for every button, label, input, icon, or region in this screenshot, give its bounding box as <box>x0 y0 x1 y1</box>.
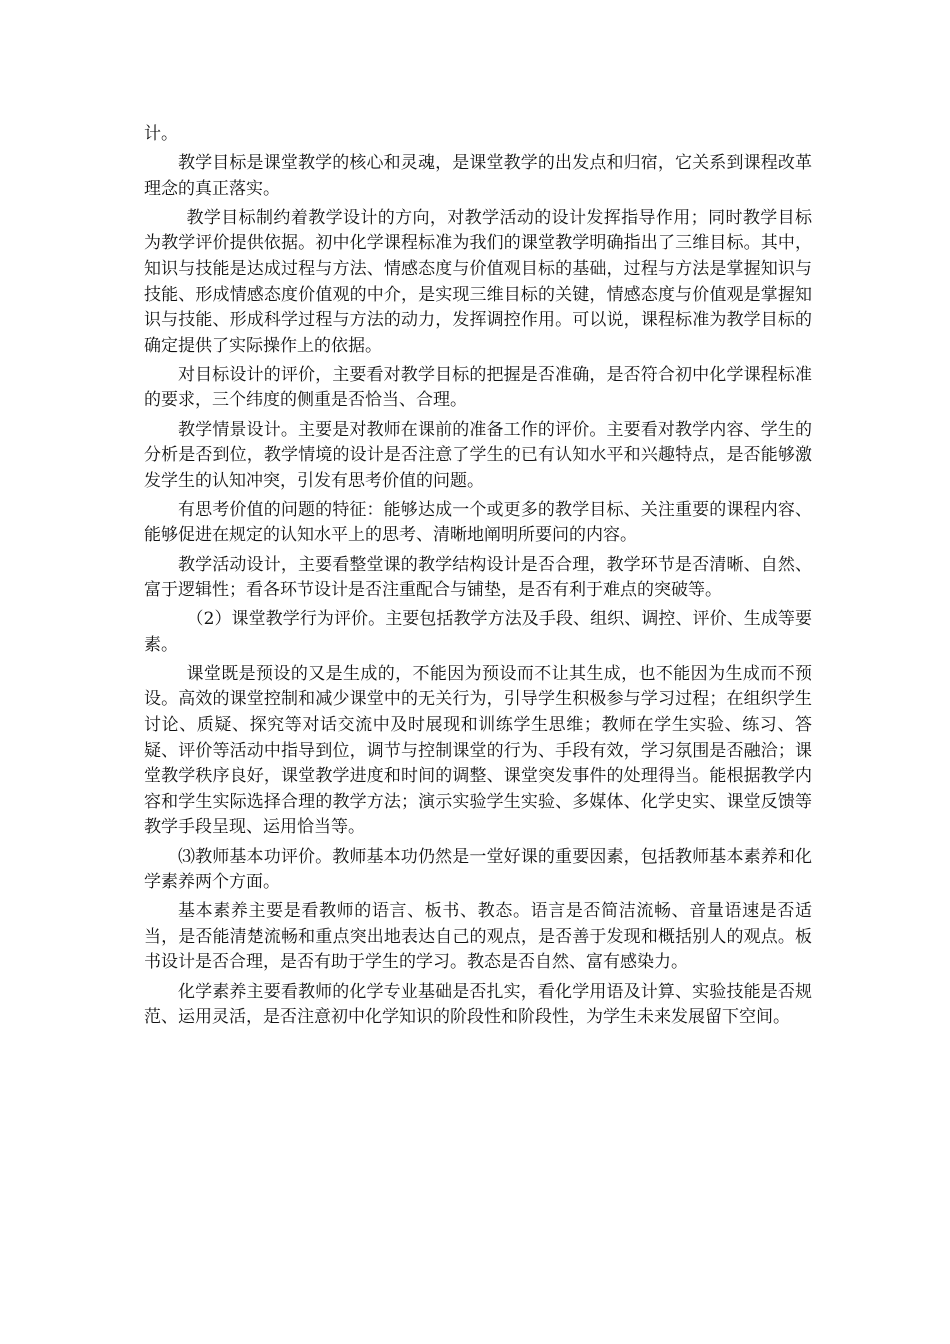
paragraph-teacher-basic-skills-heading: ⑶教师基本功评价。教师基本功仍然是一堂好课的重要因素，包括教师基本素养和化学素养两个方面。 <box>144 846 812 893</box>
paragraph-classroom-behavior-heading: （2）课堂教学行为评价。主要包括教学方法及手段、组织、调控、评价、生成等要素。 <box>144 609 812 655</box>
paragraph-scenario-design: 教学情景设计。主要是对教师在课前的准备工作的评价。主要看对教学内容、学生的分析是否到位，教学情境的设计是否注意了学生的已有认知水平和兴趣特点，是否能够激发学生的认知冲突，引发有思考价值的问题。 <box>144 419 812 491</box>
paragraph-valuable-questions: 有思考价值的问题的特征：能够达成一个或更多的教学目标、关注重要的课程内容、能够促进在规定的认知水平上的思考、清晰地阐明所要问的内容。 <box>144 499 812 546</box>
paragraph-goal-design-evaluation: 对目标设计的评价，主要看对教学目标的把握是否准确，是否符合初中化学课程标准的要求，三个纬度的侧重是否恰当、合理。 <box>144 364 812 411</box>
paragraph-three-dimensional-goals: 教学目标制约着教学设计的方向，对教学活动的设计发挥指导作用；同时教学目标为教学评价提供依据。初中化学课程标准为我们的课堂教学明确指出了三维目标。其中，知识与技能是达成过程与方法、情感态度与价值观目标的基础，过程与方法是掌握知识与技能、形成情感态度价值观的中介，是实现三维目标的关键，情感态度与价值观是掌握知识与技能、形成科学过程与方法的动力，发挥调控作用。可以说，课程标准为教学目标的确定提供了实际操作上的依据。 <box>144 207 812 356</box>
paragraph-continuation: 计。 <box>144 124 178 144</box>
paragraph-activity-design: 教学活动设计，主要看整堂课的教学结构设计是否合理，教学环节是否清晰、自然、富于逻辑性；看各环节设计是否注重配合与铺垫，是否有利于难点的突破等。 <box>144 554 812 601</box>
document-body <box>144 122 812 1034</box>
paragraph-chemistry-literacy: 化学素养主要看教师的化学专业基础是否扎实，看化学用语及计算、实验技能是否规范、运用灵活，是否注意初中化学知识的阶段性和阶段性，为学生未来发展留下空间。 <box>144 981 812 1028</box>
paragraph-teaching-goals: 教学目标是课堂教学的核心和灵魂，是课堂教学的出发点和归宿，它关系到课程改革理念的真正落实。 <box>144 153 812 199</box>
paragraph-preset-and-generation: 课堂既是预设的又是生成的，不能因为预设而不让其生成，也不能因为生成而不预设。高效的课堂控制和减少课堂中的无关行为，引导学生积极参与学习过程；在组织学生讨论、质疑、探究等对话交流中及时展现和训练学生思维；教师在学生实验、练习、答疑、评价等活动中指导到位，调节与控制课堂的行为、手段有效，学习氛围是否融洽；课堂教学秩序良好，课堂教学进度和时间的调整、课堂突发事件的处理得当。能根据教学内容和学生实际选择合理的教学方法；演示实验学生实验、多媒体、化学史实、课堂反馈等教学手段呈现、运用恰当等。 <box>144 663 812 838</box>
paragraph-basic-literacy: 基本素养主要是看教师的语言、板书、教态。语言是否简洁流畅、音量语速是否适当，是否能清楚流畅和重点突出地表达自己的观点，是否善于发现和概括别人的观点。板书设计是否合理，是否有助于学生的学习。教态是否自然、富有感染力。 <box>144 901 812 973</box>
